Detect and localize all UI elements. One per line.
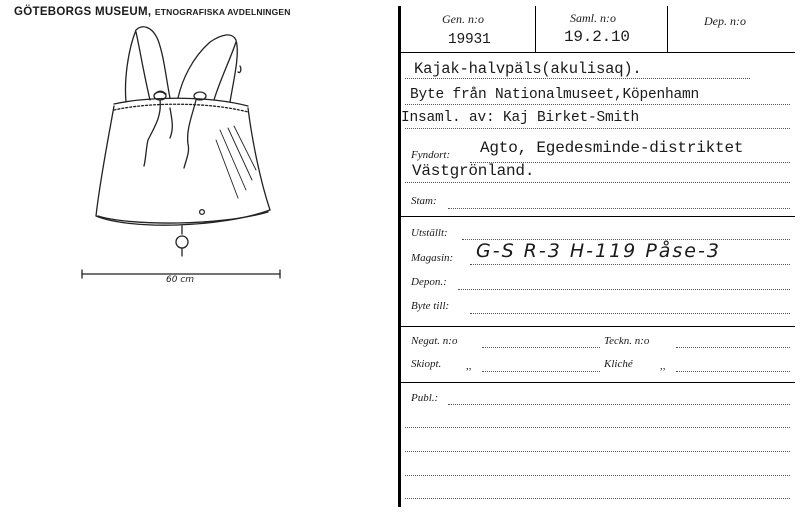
header-bottom-rule [400, 52, 795, 53]
museum-name: GÖTEBORGS MUSEUM, [14, 6, 152, 18]
negat-label: Negat. n:o [411, 335, 458, 347]
acquisition-text: Byte från Nationalmuseet,Köpenhamn [410, 87, 700, 103]
kliche-label: Kliché [604, 358, 633, 370]
card-left-border [398, 6, 401, 507]
utstallt-label: Utställt: [411, 227, 448, 239]
gen-label: Gen. n:o [442, 12, 484, 26]
fyndort-label: Fyndort: [411, 149, 451, 161]
skiopt-label: Skiopt. [411, 358, 442, 370]
object-sketch [70, 20, 290, 290]
dep-label: Dep. n:o [704, 14, 746, 28]
object-name: Kajak-halvpäls(akulisaq). [414, 60, 642, 78]
jacket-body [96, 106, 270, 225]
stam-label: Stam: [411, 195, 437, 207]
skiopt-ditto: ,, [466, 360, 472, 372]
header-divider-1 [535, 6, 536, 52]
museum-header [14, 6, 291, 18]
collector-text: Insaml. av: Kaj Birket-Smith [401, 110, 640, 126]
fyndort-line2: Västgrönland. [412, 162, 535, 180]
top-rim [114, 98, 248, 106]
depon-label: Depon.: [411, 276, 447, 288]
teckn-label: Teckn. n:o [604, 335, 650, 347]
section-rule-3 [400, 382, 795, 383]
saml-value: 19.2.10 [564, 28, 630, 46]
toggle-ring [176, 236, 188, 248]
magasin-value: G-S R-3 H-119 Påse-3 [476, 240, 721, 262]
publ-label: Publ.: [411, 392, 439, 404]
section-rule-1 [400, 216, 795, 217]
fyndort-line1: Agto, Egedesminde-distriktet [480, 139, 744, 157]
drawstring [144, 100, 160, 166]
section-rule-2 [400, 326, 795, 327]
header-divider-2 [667, 6, 668, 52]
scale-label: 60 cm [166, 275, 195, 285]
right-sleeve [178, 35, 237, 102]
gen-value: 19931 [448, 32, 491, 48]
byte-till-label: Byte till: [411, 300, 450, 312]
department-name: ETNOGRAFISKA AVDELNINGEN [154, 7, 291, 17]
saml-label: Saml. n:o [570, 11, 616, 25]
kliche-ditto: ,, [660, 360, 666, 372]
magasin-label: Magasin: [411, 252, 454, 264]
